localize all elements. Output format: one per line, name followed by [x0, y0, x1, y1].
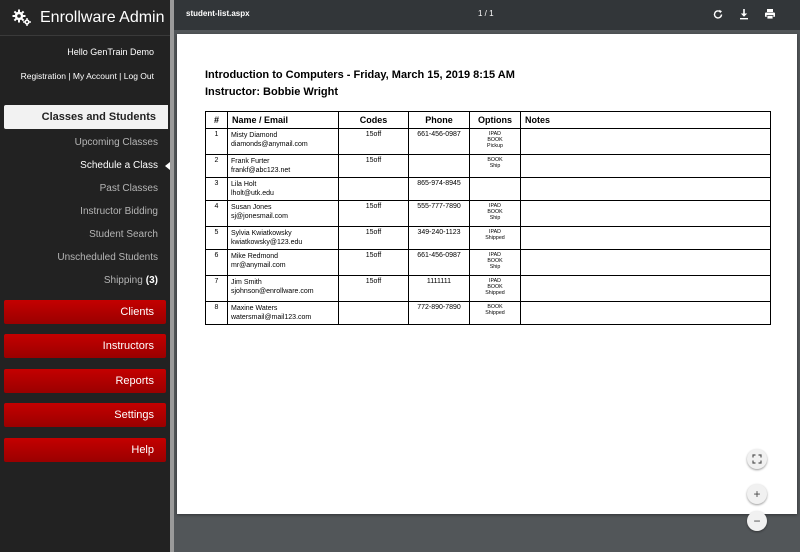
download-icon[interactable] — [738, 8, 750, 20]
discount-code — [339, 178, 409, 201]
option-tag: Ship — [489, 215, 501, 221]
option-tag: BOOK — [487, 284, 503, 290]
student-name: Lila Holt — [231, 181, 257, 188]
phone-number: 772-890-7890 — [409, 302, 470, 325]
phone-number: 1111111 — [409, 276, 470, 302]
my-account-link[interactable]: My Account — [72, 71, 117, 81]
notes-cell — [521, 201, 771, 227]
notes-cell — [521, 155, 771, 178]
student-name: Sylvia Kwiatkowsky — [231, 230, 292, 237]
zoom-out-icon: − — [753, 514, 761, 528]
student-name: Misty Diamond — [231, 132, 278, 139]
pdf-viewer — [174, 30, 800, 552]
nav-instructor-bidding[interactable] — [0, 200, 170, 223]
options-cell — [470, 129, 521, 155]
column-header-phone: Phone — [409, 112, 470, 129]
option-tag: BOOK — [487, 157, 503, 163]
student-email: kwiatkowsky@123.edu — [231, 239, 303, 246]
option-tag: IPAD — [489, 252, 501, 258]
brand[interactable] — [0, 0, 170, 36]
settings-button[interactable]: Settings — [4, 403, 166, 427]
column-header-options: Options — [470, 112, 521, 129]
rotate-icon[interactable] — [712, 8, 724, 20]
discount-code: 15off — [339, 227, 409, 250]
row-number: 1 — [206, 129, 228, 155]
nav-schedule-a-class[interactable] — [0, 154, 170, 177]
nav-student-search[interactable] — [0, 223, 170, 246]
option-tag: Ship — [489, 163, 501, 169]
nav-label: Student Search — [89, 229, 158, 240]
instructors-button[interactable]: Instructors — [4, 334, 166, 358]
nav-shipping[interactable] — [0, 269, 170, 292]
phone-number: 661-456-0987 — [409, 129, 470, 155]
user-greeting: Hello GenTrain Demo — [67, 47, 154, 57]
discount-code — [339, 302, 409, 325]
student-email: sj@jonesmail.com — [231, 213, 288, 220]
option-tag: Shipped — [485, 235, 505, 241]
reports-button[interactable]: Reports — [4, 369, 166, 393]
app-title: Enrollware Admin — [40, 8, 165, 26]
options-cell — [470, 201, 521, 227]
instructor-name: Instructor: Bobbie Wright — [205, 86, 339, 98]
nav-label: Schedule a Class — [80, 160, 158, 171]
classes-and-students-header[interactable]: Classes and Students — [4, 105, 168, 129]
phone-number — [409, 155, 470, 178]
help-button[interactable]: Help — [4, 438, 166, 462]
table-row — [206, 155, 771, 178]
option-tag: IPAD — [489, 229, 501, 235]
option-tag: BOOK — [487, 304, 503, 310]
table-header-row — [206, 112, 771, 129]
notes-cell — [521, 178, 771, 201]
table-row — [206, 302, 771, 325]
table-row — [206, 250, 771, 276]
student-email: frankf@abc123.net — [231, 167, 291, 174]
row-number: 5 — [206, 227, 228, 250]
column-header-notes: Notes — [521, 112, 771, 129]
options-cell — [470, 178, 521, 201]
nav-upcoming-classes[interactable] — [0, 131, 170, 154]
zoom-in-button[interactable] — [747, 484, 767, 504]
options-cell — [470, 227, 521, 250]
option-tag: Shipped — [485, 290, 505, 296]
student-name: Frank Furter — [231, 158, 270, 165]
fit-page-icon — [752, 454, 762, 464]
option-tag: Pickup — [487, 143, 503, 149]
student-email: watersmail@mail123.com — [231, 314, 312, 321]
table-row — [206, 129, 771, 155]
nav-label: Upcoming Classes — [74, 137, 158, 148]
gears-icon — [12, 9, 32, 27]
log-out-link[interactable]: Log Out — [123, 71, 154, 81]
user-links — [0, 71, 170, 83]
phone-number: 661-456-0987 — [409, 250, 470, 276]
student-email: diamonds@anymail.com — [231, 141, 308, 148]
table-row — [206, 227, 771, 250]
row-number: 7 — [206, 276, 228, 302]
link-separator: | — [116, 71, 124, 81]
roster-body — [206, 129, 771, 325]
option-tag: Shipped — [485, 310, 505, 316]
student-email: sjohnson@enrollware.com — [231, 288, 314, 295]
zoom-out-button[interactable] — [747, 511, 767, 531]
page-indicator: 1 / 1 — [478, 9, 494, 18]
student-email: mr@anymail.com — [231, 262, 286, 269]
phone-number: 555-777-7890 — [409, 201, 470, 227]
column-header-name-email: Name / Email — [228, 112, 339, 129]
notes-cell — [521, 129, 771, 155]
student-email: lholt@utk.edu — [231, 190, 274, 197]
discount-code: 15off — [339, 201, 409, 227]
nav-label: Instructor Bidding — [80, 206, 158, 217]
student-cell — [228, 250, 339, 276]
phone-number: 865-974-8945 — [409, 178, 470, 201]
link-separator: | — [65, 71, 73, 81]
student-name: Maxine Waters — [231, 305, 278, 312]
row-number: 4 — [206, 201, 228, 227]
student-roster-table — [205, 111, 771, 325]
student-cell — [228, 227, 339, 250]
discount-code: 15off — [339, 276, 409, 302]
nav-label: Past Classes — [99, 183, 158, 194]
row-number: 8 — [206, 302, 228, 325]
notes-cell — [521, 302, 771, 325]
file-name: student-list.aspx — [186, 9, 250, 18]
row-number: 2 — [206, 155, 228, 178]
classes-submenu — [0, 131, 170, 292]
student-cell — [228, 201, 339, 227]
student-cell — [228, 302, 339, 325]
notes-cell — [521, 276, 771, 302]
notes-cell — [521, 250, 771, 276]
pdf-page — [177, 34, 797, 514]
option-tag: BOOK — [487, 209, 503, 215]
phone-number: 349-240-1123 — [409, 227, 470, 250]
student-name: Mike Redmond — [231, 253, 279, 260]
sidebar — [0, 0, 170, 552]
option-tag: BOOK — [487, 137, 503, 143]
discount-code: 15off — [339, 129, 409, 155]
notes-cell — [521, 227, 771, 250]
nav-label: Shipping — [103, 275, 143, 286]
pdf-toolbar — [174, 0, 800, 30]
student-cell — [228, 155, 339, 178]
student-cell — [228, 178, 339, 201]
nav-unscheduled-students[interactable] — [0, 246, 170, 269]
discount-code: 15off — [339, 155, 409, 178]
option-tag: BOOK — [487, 258, 503, 264]
discount-code: 15off — [339, 250, 409, 276]
student-cell — [228, 276, 339, 302]
student-name: Susan Jones — [231, 204, 272, 211]
nav-label: Unscheduled Students — [57, 252, 158, 263]
registration-link[interactable]: Registration — [20, 71, 66, 81]
table-row — [206, 276, 771, 302]
option-tag: IPAD — [489, 131, 501, 137]
table-row — [206, 178, 771, 201]
options-cell — [470, 276, 521, 302]
zoom-in-icon: + — [753, 487, 761, 501]
options-cell — [470, 302, 521, 325]
option-tag: IPAD — [489, 278, 501, 284]
option-tag: Ship — [489, 264, 501, 270]
class-title: Introduction to Computers - Friday, March 15, 2019 8:15 AM — [205, 69, 515, 81]
student-cell — [228, 129, 339, 155]
options-cell — [470, 155, 521, 178]
student-name: Jim Smith — [231, 279, 262, 286]
shipping-count-badge: (3) — [145, 275, 158, 286]
option-tag: IPAD — [489, 203, 501, 209]
row-number: 3 — [206, 178, 228, 201]
column-header-number: # — [206, 112, 228, 129]
table-row — [206, 201, 771, 227]
column-header-codes: Codes — [339, 112, 409, 129]
fit-page-button[interactable] — [747, 449, 767, 469]
clients-button[interactable]: Clients — [4, 300, 166, 324]
nav-past-classes[interactable] — [0, 177, 170, 200]
row-number: 6 — [206, 250, 228, 276]
options-cell — [470, 250, 521, 276]
print-icon[interactable] — [764, 8, 776, 20]
